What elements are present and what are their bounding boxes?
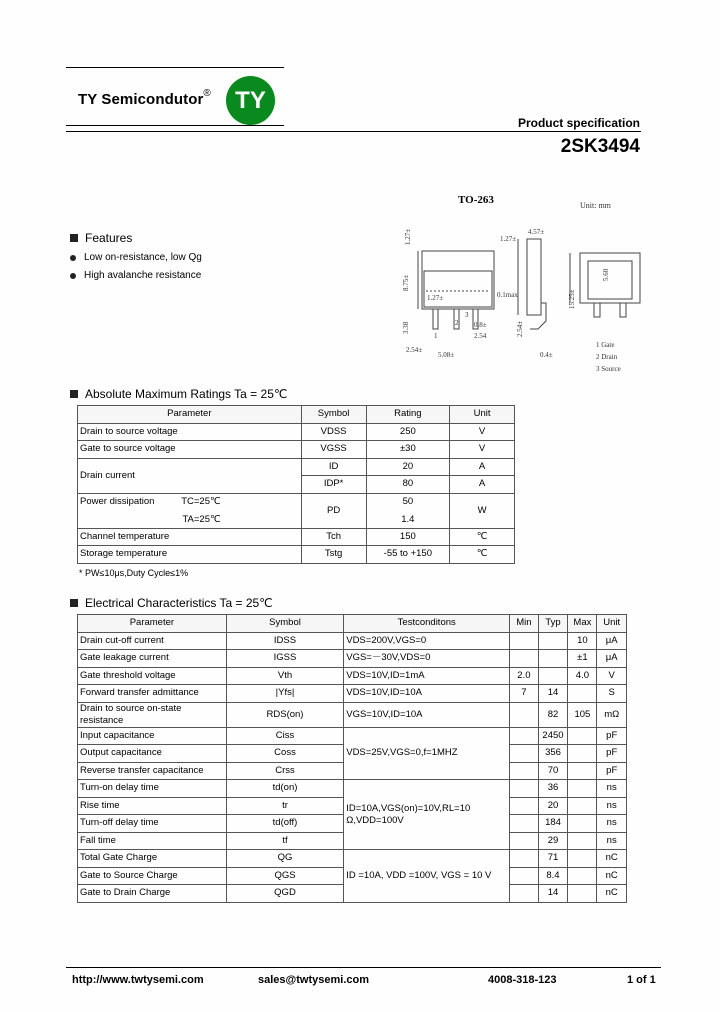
- doc-type: Product specification: [517, 116, 640, 130]
- table-row: Forward transfer admittance |Yfs| VDS=10V,ID=10A 7 14 S: [78, 685, 627, 703]
- footer-phone: 4008-318-123: [488, 974, 557, 986]
- table-row: Drain cut-off current IDSS VDS=200V,VGS=0 10 μA: [78, 632, 627, 650]
- table-row: Input capacitance Ciss VDS=25V,VGS=0,f=1MHZ 2450 pF: [78, 727, 627, 745]
- dim-label: 3.38: [402, 321, 410, 334]
- abs-max-note: * PW≤10μs,Duty Cycle≤1%: [79, 568, 189, 578]
- table-row: IDP* 80 A: [78, 476, 515, 494]
- table-row: Drain current ID 20 A: [78, 458, 515, 476]
- section-square-icon: [70, 390, 78, 398]
- dim-label: 15.25±: [568, 289, 576, 309]
- front-view: [418, 251, 494, 329]
- header-bottom-rule: [66, 125, 284, 126]
- footer-page-number: 1 of 1: [627, 974, 656, 986]
- dim-label: 2.54±: [516, 320, 524, 337]
- elec-title: Electrical Characteristics Ta = 25℃: [70, 596, 273, 610]
- table-row: Drain to source voltage VDSS 250 V: [78, 423, 515, 441]
- dim-label: 0.4±: [540, 351, 553, 359]
- package-name: TO-263: [458, 194, 494, 206]
- dim-label: 8.75±: [402, 274, 410, 291]
- table-row: Power dissipation TC=25℃ TA=25℃ PD 50 1.4 W: [78, 493, 515, 528]
- dim-label: 1.27±: [500, 235, 517, 243]
- table-row: Gate leakage current IGSS VGS=－30V,VDS=0 ±1 μA: [78, 650, 627, 668]
- footer-email[interactable]: sales@twtysemi.com: [258, 974, 369, 986]
- spec-rule: [66, 131, 641, 132]
- feature-item: Low on-resistance, low Qg: [70, 252, 202, 263]
- section-square-icon: [70, 599, 78, 607]
- package-outline-drawing: [400, 215, 645, 375]
- dim-label: 2.54: [474, 332, 487, 340]
- features-title: Features: [70, 231, 132, 245]
- table-row: Rise time tr 20 ns: [78, 797, 627, 815]
- pin-number: 3: [465, 311, 469, 319]
- footer-rule: [66, 967, 661, 968]
- company-logo: TY: [226, 76, 275, 125]
- package-unit: Unit: mm: [580, 201, 611, 210]
- part-number: 2SK3494: [560, 136, 640, 157]
- elec-table: [77, 614, 627, 903]
- table-row: Total Gate Charge QG ID =10A, VDD =100V, VGS = 10 V 71 nC: [78, 850, 627, 868]
- dim-label: 5.08±: [438, 351, 455, 359]
- table-row: Gate to source voltage VGSS ±30 V: [78, 441, 515, 459]
- section-square-icon: [70, 234, 78, 242]
- bullet-icon: [70, 255, 76, 261]
- table-row: Turn-off delay time td(off) 184 ns: [78, 815, 627, 833]
- table-row: Reverse transfer capacitance Crss 70 pF: [78, 762, 627, 780]
- pin-number: 2: [455, 319, 459, 327]
- table-row: Gate threshold voltage Vth VDS=10V,ID=1mA 2.0 4.0 V: [78, 667, 627, 685]
- side-view: [518, 239, 546, 329]
- dim-label: 4.57±: [528, 228, 545, 236]
- pin-label: 1 Gate: [596, 341, 615, 349]
- feature-item: High avalanche resistance: [70, 270, 201, 281]
- dim-label: 1.27±: [404, 228, 412, 245]
- bullet-icon: [70, 273, 76, 279]
- dim-label: 0.1max: [497, 291, 518, 299]
- bottom-view: [570, 253, 640, 317]
- table-row: Gate to Drain Charge QGD 14 nC: [78, 885, 627, 903]
- pin-label: 3 Source: [596, 365, 621, 373]
- table-row: Output capacitance Coss 356 pF: [78, 745, 627, 763]
- table-header-row: Parameter Symbol Rating Unit: [78, 406, 515, 424]
- pin-label: 2 Drain: [596, 353, 618, 361]
- abs-max-table: [77, 405, 515, 564]
- table-row: Storage temperature Tstg -55 to +150 ℃: [78, 546, 515, 564]
- pin-number: 1: [434, 332, 438, 340]
- table-row: Gate to Source Charge QGS 8.4 nC: [78, 867, 627, 885]
- brand-name: TY Semicondutor®: [78, 88, 211, 108]
- footer-website[interactable]: http://www.twtysemi.com: [72, 974, 204, 986]
- table-header-row: Parameter Symbol Testconditons Min Typ Max Unit: [78, 615, 627, 633]
- table-row: Fall time tf 29 ns: [78, 832, 627, 850]
- header-top-rule: [66, 67, 284, 68]
- abs-max-title: Absolute Maximum Ratings Ta = 25℃: [70, 387, 287, 401]
- table-row: Channel temperature Tch 150 ℃: [78, 528, 515, 546]
- dim-label: 5.60: [602, 268, 610, 281]
- dim-label: 2.54±: [406, 346, 423, 354]
- table-row: Turn-on delay time td(on) ID=10A,VGS(on)=10V,RL=10 Ω,VDD=100V 36 ns: [78, 780, 627, 798]
- dim-label: 0.8±: [474, 321, 487, 329]
- dim-label: 1.27±: [427, 294, 444, 302]
- table-row: Drain to source on-state resistance RDS(on) VGS=10V,ID=10A 82 105 mΩ: [78, 702, 627, 727]
